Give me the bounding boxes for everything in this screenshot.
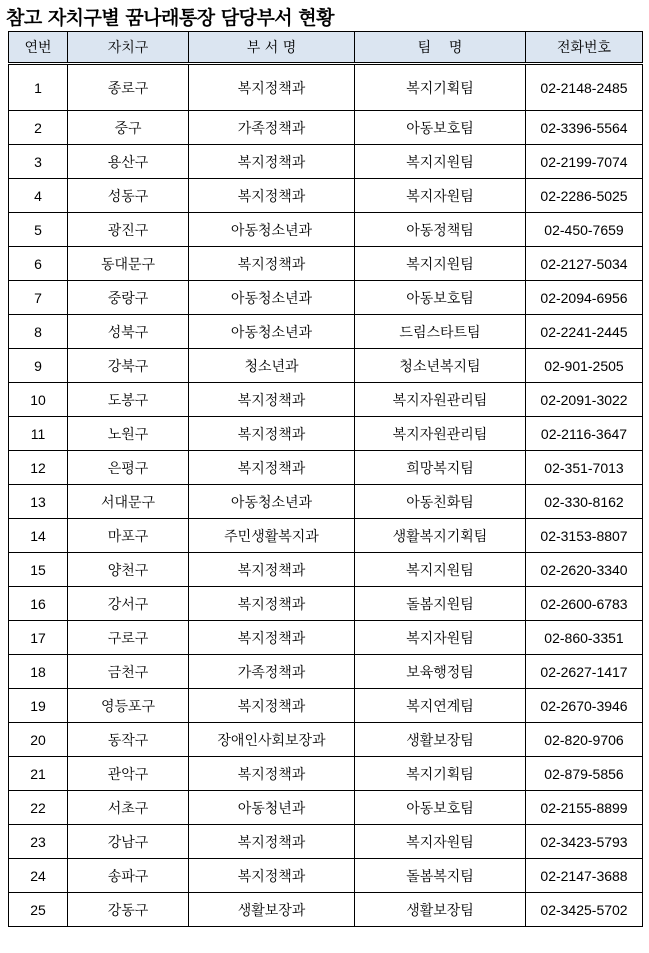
cell-district: 서초구 [68,791,189,825]
cell-department: 생활보장과 [189,893,355,927]
cell-department: 복지정책과 [189,621,355,655]
cell-team: 복지기획팀 [355,757,526,791]
cell-index: 9 [9,349,68,383]
cell-department: 복지정책과 [189,859,355,893]
cell-department: 복지정책과 [189,587,355,621]
cell-team: 돌봄지원팀 [355,587,526,621]
cell-department: 장애인사회보장과 [189,723,355,757]
cell-phone: 02-3425-5702 [526,893,643,927]
cell-index: 15 [9,553,68,587]
table-row [9,485,643,519]
cell-phone: 02-901-2505 [526,349,643,383]
table-row [9,859,643,893]
cell-district: 동대문구 [68,247,189,281]
cell-team: 아동보호팀 [355,281,526,315]
header-index: 연번 [9,32,68,64]
cell-team: 아동보호팀 [355,111,526,145]
cell-district: 성북구 [68,315,189,349]
table-row [9,179,643,213]
cell-index: 4 [9,179,68,213]
cell-phone: 02-351-7013 [526,451,643,485]
cell-team: 복지자원팀 [355,621,526,655]
table-row [9,893,643,927]
cell-index: 10 [9,383,68,417]
table-row [9,213,643,247]
cell-index: 23 [9,825,68,859]
cell-district: 구로구 [68,621,189,655]
cell-index: 21 [9,757,68,791]
cell-team: 돌봄복지팀 [355,859,526,893]
table-row [9,64,643,111]
table-row [9,417,643,451]
cell-team: 보육행정팀 [355,655,526,689]
cell-department: 복지정책과 [189,145,355,179]
cell-team: 복지연계팀 [355,689,526,723]
cell-team: 생활보장팀 [355,723,526,757]
cell-department: 아동청년과 [189,791,355,825]
table-row [9,723,643,757]
cell-index: 18 [9,655,68,689]
cell-department: 가족정책과 [189,111,355,145]
table-row [9,281,643,315]
cell-district: 강북구 [68,349,189,383]
cell-phone: 02-2127-5034 [526,247,643,281]
cell-index: 8 [9,315,68,349]
cell-district: 노원구 [68,417,189,451]
cell-department: 가족정책과 [189,655,355,689]
cell-phone: 02-2147-3688 [526,859,643,893]
cell-phone: 02-2091-3022 [526,383,643,417]
cell-department: 아동청소년과 [189,485,355,519]
cell-index: 2 [9,111,68,145]
cell-team: 아동정책팀 [355,213,526,247]
cell-department: 주민생활복지과 [189,519,355,553]
cell-index: 5 [9,213,68,247]
cell-team: 복지지원팀 [355,553,526,587]
cell-department: 아동청소년과 [189,213,355,247]
cell-index: 25 [9,893,68,927]
cell-phone: 02-2620-3340 [526,553,643,587]
cell-phone: 02-879-5856 [526,757,643,791]
cell-phone: 02-2155-8899 [526,791,643,825]
table-row [9,451,643,485]
table-row [9,111,643,145]
cell-index: 13 [9,485,68,519]
cell-district: 종로구 [68,64,189,111]
cell-team: 복지자원팀 [355,179,526,213]
cell-index: 3 [9,145,68,179]
cell-department: 복지정책과 [189,64,355,111]
table-row [9,689,643,723]
cell-phone: 02-3396-5564 [526,111,643,145]
cell-district: 은평구 [68,451,189,485]
cell-department: 복지정책과 [189,553,355,587]
department-table [8,31,643,927]
cell-team: 복지자원팀 [355,825,526,859]
cell-index: 6 [9,247,68,281]
cell-team: 복지기획팀 [355,64,526,111]
cell-team: 아동친화팀 [355,485,526,519]
cell-phone: 02-2116-3647 [526,417,643,451]
table-row [9,621,643,655]
cell-district: 광진구 [68,213,189,247]
cell-index: 11 [9,417,68,451]
cell-index: 22 [9,791,68,825]
cell-team: 청소년복지팀 [355,349,526,383]
table-body [9,64,643,927]
cell-district: 강서구 [68,587,189,621]
cell-index: 20 [9,723,68,757]
table-header [9,32,643,64]
header-department: 부 서 명 [189,32,355,64]
table-row [9,315,643,349]
header-district: 자치구 [68,32,189,64]
cell-phone: 02-2627-1417 [526,655,643,689]
cell-phone: 02-330-8162 [526,485,643,519]
cell-district: 도봉구 [68,383,189,417]
cell-team: 복지자원관리팀 [355,417,526,451]
cell-team: 생활보장팀 [355,893,526,927]
cell-team: 복지지원팀 [355,145,526,179]
cell-index: 1 [9,64,68,111]
header-phone: 전화번호 [526,32,643,64]
cell-index: 14 [9,519,68,553]
cell-phone: 02-860-3351 [526,621,643,655]
table-row [9,145,643,179]
cell-district: 강남구 [68,825,189,859]
cell-index: 24 [9,859,68,893]
page-title: 참고 자치구별 꿈나래통장 담당부서 현황 [6,7,334,29]
table-row [9,757,643,791]
cell-phone: 02-2670-3946 [526,689,643,723]
cell-district: 동작구 [68,723,189,757]
cell-team: 희망복지팀 [355,451,526,485]
cell-team: 아동보호팀 [355,791,526,825]
cell-department: 복지정책과 [189,757,355,791]
cell-district: 송파구 [68,859,189,893]
table-row [9,791,643,825]
cell-index: 12 [9,451,68,485]
cell-phone: 02-2094-6956 [526,281,643,315]
table-row [9,825,643,859]
cell-index: 7 [9,281,68,315]
cell-phone: 02-820-9706 [526,723,643,757]
cell-department: 아동청소년과 [189,315,355,349]
cell-index: 19 [9,689,68,723]
cell-district: 성동구 [68,179,189,213]
cell-phone: 02-2286-5025 [526,179,643,213]
table-row [9,655,643,689]
cell-district: 마포구 [68,519,189,553]
cell-district: 영등포구 [68,689,189,723]
cell-team: 생활복지기획팀 [355,519,526,553]
table-row [9,349,643,383]
cell-phone: 02-3423-5793 [526,825,643,859]
cell-phone: 02-2241-2445 [526,315,643,349]
table-row [9,383,643,417]
cell-district: 중랑구 [68,281,189,315]
cell-district: 양천구 [68,553,189,587]
cell-district: 관악구 [68,757,189,791]
cell-district: 중구 [68,111,189,145]
cell-team: 드림스타트팀 [355,315,526,349]
cell-phone: 02-2199-7074 [526,145,643,179]
cell-department: 복지정책과 [189,383,355,417]
cell-phone: 02-3153-8807 [526,519,643,553]
cell-district: 용산구 [68,145,189,179]
table-row [9,519,643,553]
cell-department: 복지정책과 [189,825,355,859]
cell-department: 복지정책과 [189,689,355,723]
cell-team: 복지지원팀 [355,247,526,281]
cell-department: 복지정책과 [189,451,355,485]
cell-phone: 02-450-7659 [526,213,643,247]
cell-team: 복지자원관리팀 [355,383,526,417]
cell-phone: 02-2148-2485 [526,64,643,111]
cell-department: 복지정책과 [189,179,355,213]
cell-index: 16 [9,587,68,621]
cell-department: 복지정책과 [189,417,355,451]
table-row [9,247,643,281]
table-row [9,587,643,621]
cell-phone: 02-2600-6783 [526,587,643,621]
header-team: 팀 명 [355,32,526,64]
cell-district: 강동구 [68,893,189,927]
cell-department: 복지정책과 [189,247,355,281]
cell-district: 서대문구 [68,485,189,519]
table-row [9,553,643,587]
cell-district: 금천구 [68,655,189,689]
cell-department: 아동청소년과 [189,281,355,315]
cell-index: 17 [9,621,68,655]
cell-department: 청소년과 [189,349,355,383]
